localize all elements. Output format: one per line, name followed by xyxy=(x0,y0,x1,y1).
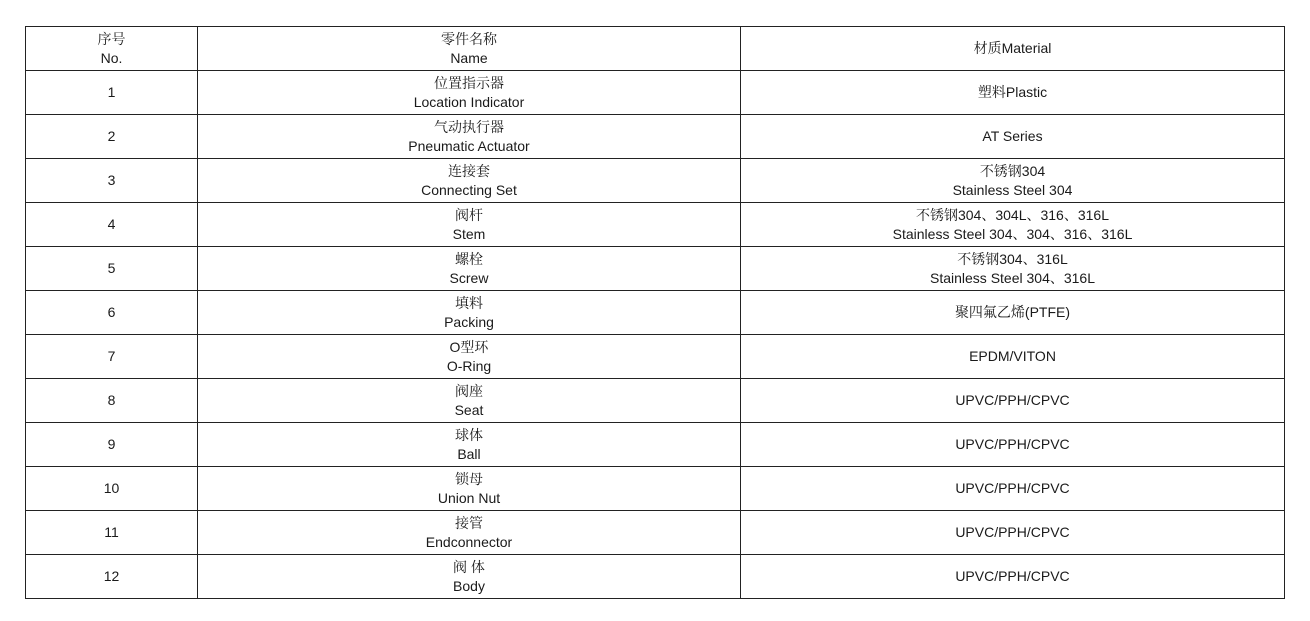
table-row xyxy=(26,335,1285,379)
header-name-en: Name xyxy=(450,49,488,66)
table-row xyxy=(26,467,1285,511)
material-cell xyxy=(741,511,1285,555)
no-cell xyxy=(26,115,198,159)
row-number: 7 xyxy=(107,348,116,364)
no-cell xyxy=(26,467,198,511)
part-name-cn: 螺栓 xyxy=(455,250,483,267)
table-row xyxy=(26,71,1285,115)
material-line-1: UPVC/PPH/CPVC xyxy=(955,480,1070,496)
material-cell xyxy=(741,159,1285,203)
row-number: 6 xyxy=(107,304,116,320)
material-line-2: Stainless Steel 304、316L xyxy=(930,269,1095,286)
material-cell xyxy=(741,203,1285,247)
header-name-cn: 零件名称 xyxy=(441,30,497,47)
no-cell xyxy=(26,291,198,335)
part-name-cn: 阀 体 xyxy=(453,558,485,575)
part-name-cn: 位置指示器 xyxy=(434,74,504,91)
material-line-1: UPVC/PPH/CPVC xyxy=(955,568,1070,584)
material-cell xyxy=(741,555,1285,599)
material-cell xyxy=(741,291,1285,335)
material-cell xyxy=(741,423,1285,467)
table-row xyxy=(26,511,1285,555)
material-line-1: 不锈钢304、316L xyxy=(957,250,1068,267)
part-name-cn: O型环 xyxy=(449,338,489,355)
name-cell xyxy=(198,71,741,115)
table-row xyxy=(26,555,1285,599)
name-cell xyxy=(198,291,741,335)
row-number: 2 xyxy=(107,128,116,144)
part-name-cn: 锁母 xyxy=(455,470,483,487)
part-name-en: Ball xyxy=(457,445,481,462)
material-line-1: AT Series xyxy=(982,128,1043,144)
table-row xyxy=(26,379,1285,423)
row-number: 1 xyxy=(107,84,116,100)
no-cell xyxy=(26,335,198,379)
parts-table xyxy=(25,26,1285,599)
material-cell xyxy=(741,335,1285,379)
no-cell xyxy=(26,71,198,115)
no-cell xyxy=(26,423,198,467)
name-cell xyxy=(198,379,741,423)
name-cell xyxy=(198,203,741,247)
header-no-cell xyxy=(26,27,198,71)
material-line-2: Stainless Steel 304 xyxy=(952,181,1073,198)
material-line-1: 不锈钢304 xyxy=(979,162,1046,179)
table-row xyxy=(26,423,1285,467)
material-line-1: UPVC/PPH/CPVC xyxy=(955,436,1070,452)
header-no-en: No. xyxy=(100,49,123,66)
table-row xyxy=(26,203,1285,247)
part-name-cn: 阀座 xyxy=(455,382,483,399)
part-name-en: Union Nut xyxy=(437,489,501,506)
part-name-en: O-Ring xyxy=(446,357,492,374)
no-cell xyxy=(26,511,198,555)
material-line-1: UPVC/PPH/CPVC xyxy=(955,392,1070,408)
part-name-en: Pneumatic Actuator xyxy=(408,137,530,154)
row-number: 9 xyxy=(107,436,116,452)
header-material: 材质Material xyxy=(973,40,1052,56)
material-cell xyxy=(741,467,1285,511)
material-line-1: 不锈钢304、304L、316、316L xyxy=(915,206,1109,223)
name-cell xyxy=(198,467,741,511)
name-cell xyxy=(198,555,741,599)
no-cell xyxy=(26,247,198,291)
no-cell xyxy=(26,159,198,203)
material-line-1: EPDM/VITON xyxy=(969,348,1056,364)
material-line-1: 聚四氟乙烯(PTFE) xyxy=(954,304,1071,320)
row-number: 10 xyxy=(103,480,120,496)
name-cell xyxy=(198,423,741,467)
part-name-en: Connecting Set xyxy=(421,181,517,198)
no-cell xyxy=(26,203,198,247)
part-name-en: Packing xyxy=(444,313,494,330)
part-name-en: Body xyxy=(453,577,485,594)
name-cell xyxy=(198,115,741,159)
material-cell xyxy=(741,247,1285,291)
row-number: 12 xyxy=(103,568,120,584)
table-row xyxy=(26,291,1285,335)
part-name-en: Endconnector xyxy=(425,533,513,550)
part-name-cn: 阀杆 xyxy=(455,206,483,223)
row-number: 3 xyxy=(107,172,116,188)
header-no-cn: 序号 xyxy=(97,30,126,47)
row-number: 5 xyxy=(107,260,116,276)
material-cell xyxy=(741,379,1285,423)
no-cell xyxy=(26,379,198,423)
part-name-en: Seat xyxy=(454,401,484,418)
name-cell xyxy=(198,511,741,555)
table-row xyxy=(26,159,1285,203)
part-name-cn: 填料 xyxy=(455,294,483,311)
material-line-2: Stainless Steel 304、304、316、316L xyxy=(892,225,1133,242)
material-cell xyxy=(741,115,1285,159)
row-number: 8 xyxy=(107,392,116,408)
name-cell xyxy=(198,159,741,203)
no-cell xyxy=(26,555,198,599)
table-row xyxy=(26,115,1285,159)
part-name-cn: 气动执行器 xyxy=(434,118,504,135)
part-name-en: Location Indicator xyxy=(413,93,525,110)
header-row xyxy=(26,27,1285,71)
part-name-cn: 球体 xyxy=(455,426,483,443)
name-cell xyxy=(198,335,741,379)
row-number: 11 xyxy=(104,524,119,540)
header-material-cell xyxy=(741,27,1285,71)
table-row xyxy=(26,247,1285,291)
part-name-en: Screw xyxy=(449,269,489,286)
material-line-1: UPVC/PPH/CPVC xyxy=(955,524,1070,540)
part-name-cn: 接管 xyxy=(455,514,483,531)
part-name-en: Stem xyxy=(452,225,486,242)
material-cell xyxy=(741,71,1285,115)
row-number: 4 xyxy=(107,216,116,232)
material-line-1: 塑料Plastic xyxy=(977,84,1048,100)
name-cell xyxy=(198,247,741,291)
part-name-cn: 连接套 xyxy=(448,162,490,179)
header-name-cell xyxy=(198,27,741,71)
